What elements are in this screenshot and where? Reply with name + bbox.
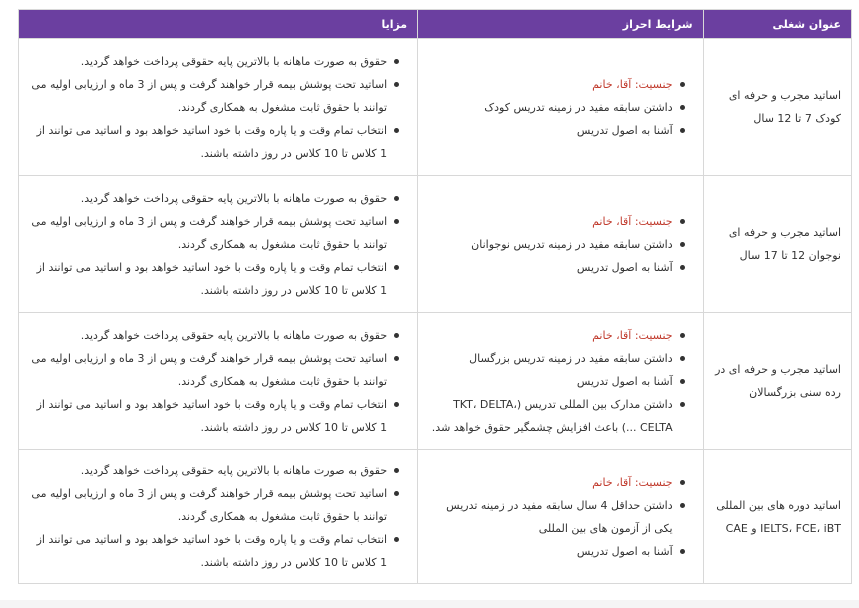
list-item-text: انتخاب تمام وقت و یا پاره وقت با خود اساتید خواهد بود و اساتید می توانند از 1 کلاس تا 10 کلاس در روز داشته باشند. <box>36 397 388 434</box>
bullet-icon <box>680 480 685 485</box>
list-item <box>428 370 673 393</box>
bullet-icon <box>394 219 399 224</box>
bullet-icon <box>680 356 685 361</box>
list-item-text: حقوق به صورت ماهانه با بالاترین پایه حقوقی پرداخت خواهد گردید. <box>80 191 388 205</box>
job-title-cell: اساتید مجرب و حرفه ای در رده سنی بزرگسالان <box>703 313 851 450</box>
list-item <box>29 50 387 73</box>
bullet-icon <box>680 128 685 133</box>
bullet-icon <box>394 491 399 496</box>
benefits-cell <box>19 176 418 313</box>
table-row <box>19 39 852 176</box>
list-item <box>29 210 387 256</box>
requirements-cell <box>418 450 704 584</box>
bullet-icon <box>680 82 685 87</box>
benefits-cell <box>19 450 418 584</box>
benefits-list <box>29 324 407 439</box>
list-item-text: حقوق به صورت ماهانه با بالاترین پایه حقوقی پرداخت خواهد گردید. <box>80 328 388 342</box>
list-item-text: اساتید تحت پوشش بیمه قرار خواهند گرفت و پس از 3 ماه و ارزیابی اولیه می توانند با حقوق ثابت مشغول به همکاری گردند. <box>31 351 388 388</box>
bullet-icon <box>394 333 399 338</box>
table-header-row <box>19 10 852 39</box>
table-row <box>19 313 852 450</box>
bullet-icon <box>680 549 685 554</box>
requirements-list <box>428 471 693 563</box>
header-job-title: عنوان شغلی <box>703 10 851 39</box>
list-item <box>428 210 673 233</box>
bullet-icon <box>394 59 399 64</box>
list-item <box>29 119 387 165</box>
benefits-list <box>29 459 407 574</box>
benefits-cell <box>19 39 418 176</box>
job-title-cell: اساتید مجرب و حرفه ای نوجوان 12 تا 17 سال <box>703 176 851 313</box>
requirements-cell <box>418 176 704 313</box>
header-benefits: مزایا <box>19 10 418 39</box>
list-item-text: داشتن حداقل 4 سال سابقه مفید در زمینه تدریس یکی از آزمون های بین المللی <box>446 498 673 535</box>
header-requirements: شرایط احراز <box>418 10 704 39</box>
gender-text: جنسیت: آقا، خانم <box>592 77 673 91</box>
bullet-icon <box>394 468 399 473</box>
job-title-cell: اساتید دوره های بین المللی IELTS، FCE، iBT و CAE <box>703 450 851 584</box>
bullet-icon <box>680 242 685 247</box>
requirements-list <box>428 73 693 142</box>
table-row <box>19 450 852 584</box>
list-item-text: آشنا به اصول تدریس <box>576 123 673 137</box>
list-item-text: اساتید تحت پوشش بیمه قرار خواهند گرفت و پس از 3 ماه و ارزیابی اولیه می توانند با حقوق ثابت مشغول به همکاری گردند. <box>31 487 388 523</box>
requirements-list <box>428 324 693 439</box>
list-item <box>428 233 673 256</box>
benefits-list <box>29 50 407 165</box>
list-item <box>428 347 673 370</box>
page-footer-strip <box>0 600 859 608</box>
list-item-text: حقوق به صورت ماهانه با بالاترین پایه حقوقی پرداخت خواهد گردید. <box>80 464 388 477</box>
list-item <box>29 347 387 393</box>
jobs-table <box>18 9 852 584</box>
list-item-text: داشتن سابقه مفید در زمینه تدریس کودک <box>484 100 673 114</box>
bullet-icon <box>394 356 399 361</box>
requirements-cell <box>418 313 704 450</box>
list-item-text: اساتید تحت پوشش بیمه قرار خواهند گرفت و پس از 3 ماه و ارزیابی اولیه می توانند با حقوق ثابت مشغول به همکاری گردند. <box>31 214 388 251</box>
list-item-text: آشنا به اصول تدریس <box>576 374 673 388</box>
requirements-cell <box>418 39 704 176</box>
list-item-text: اساتید تحت پوشش بیمه قرار خواهند گرفت و پس از 3 ماه و ارزیابی اولیه می توانند با حقوق ثابت مشغول به همکاری گردند. <box>31 77 388 114</box>
list-item <box>428 119 673 142</box>
bullet-icon <box>680 219 685 224</box>
list-item <box>428 540 673 563</box>
gender-text: جنسیت: آقا، خانم <box>592 214 673 228</box>
list-item <box>29 256 387 302</box>
bullet-icon <box>394 128 399 133</box>
list-item <box>29 73 387 119</box>
list-item-text: داشتن سابقه مفید در زمینه تدریس نوجوانان <box>471 237 673 251</box>
list-item <box>428 324 673 347</box>
list-item-text: انتخاب تمام وقت و یا پاره وقت با خود اساتید خواهد بود و اساتید می توانند از 1 کلاس تا 10 کلاس در روز داشته باشند. <box>36 260 388 297</box>
list-item <box>29 528 387 574</box>
bullet-icon <box>680 105 685 110</box>
list-item <box>428 393 673 439</box>
gender-text: جنسیت: آقا، خانم <box>592 328 673 342</box>
bullet-icon <box>394 196 399 201</box>
list-item-text: آشنا به اصول تدریس <box>576 544 673 558</box>
bullet-icon <box>394 265 399 270</box>
list-item <box>428 471 673 494</box>
list-item-text: داشتن مدارک بین المللی تدریس (TKT، DELTA، CELTA ...) باعث افزایش چشمگیر حقوق خواهد شد. <box>431 397 673 434</box>
benefits-cell <box>19 313 418 450</box>
bullet-icon <box>394 537 399 542</box>
list-item <box>428 73 673 96</box>
bullet-icon <box>680 379 685 384</box>
list-item <box>29 187 387 210</box>
bullet-icon <box>680 503 685 508</box>
bullet-icon <box>680 402 685 407</box>
list-item <box>428 494 673 540</box>
table-row <box>19 176 852 313</box>
list-item <box>29 459 387 482</box>
benefits-list <box>29 187 407 302</box>
list-item <box>428 256 673 279</box>
list-item-text: انتخاب تمام وقت و یا پاره وقت با خود اساتید خواهد بود و اساتید می توانند از 1 کلاس تا 10 کلاس در روز داشته باشند. <box>36 533 388 569</box>
list-item <box>428 96 673 119</box>
list-item-text: آشنا به اصول تدریس <box>576 260 673 274</box>
bullet-icon <box>680 265 685 270</box>
list-item-text: انتخاب تمام وقت و یا پاره وقت با خود اساتید خواهد بود و اساتید می توانند از 1 کلاس تا 10 کلاس در روز داشته باشند. <box>36 123 388 160</box>
bullet-icon <box>394 82 399 87</box>
list-item-text: داشتن سابقه مفید در زمینه تدریس بزرگسال <box>469 351 673 365</box>
job-title-cell: اساتید مجرب و حرفه ای کودک 7 تا 12 سال <box>703 39 851 176</box>
bullet-icon <box>680 333 685 338</box>
list-item <box>29 393 387 439</box>
bullet-icon <box>394 402 399 407</box>
list-item <box>29 482 387 528</box>
requirements-list <box>428 210 693 279</box>
list-item-text: حقوق به صورت ماهانه با بالاترین پایه حقوقی پرداخت خواهد گردید. <box>80 54 388 68</box>
gender-text: جنسیت: آقا، خانم <box>592 475 673 489</box>
list-item <box>29 324 387 347</box>
